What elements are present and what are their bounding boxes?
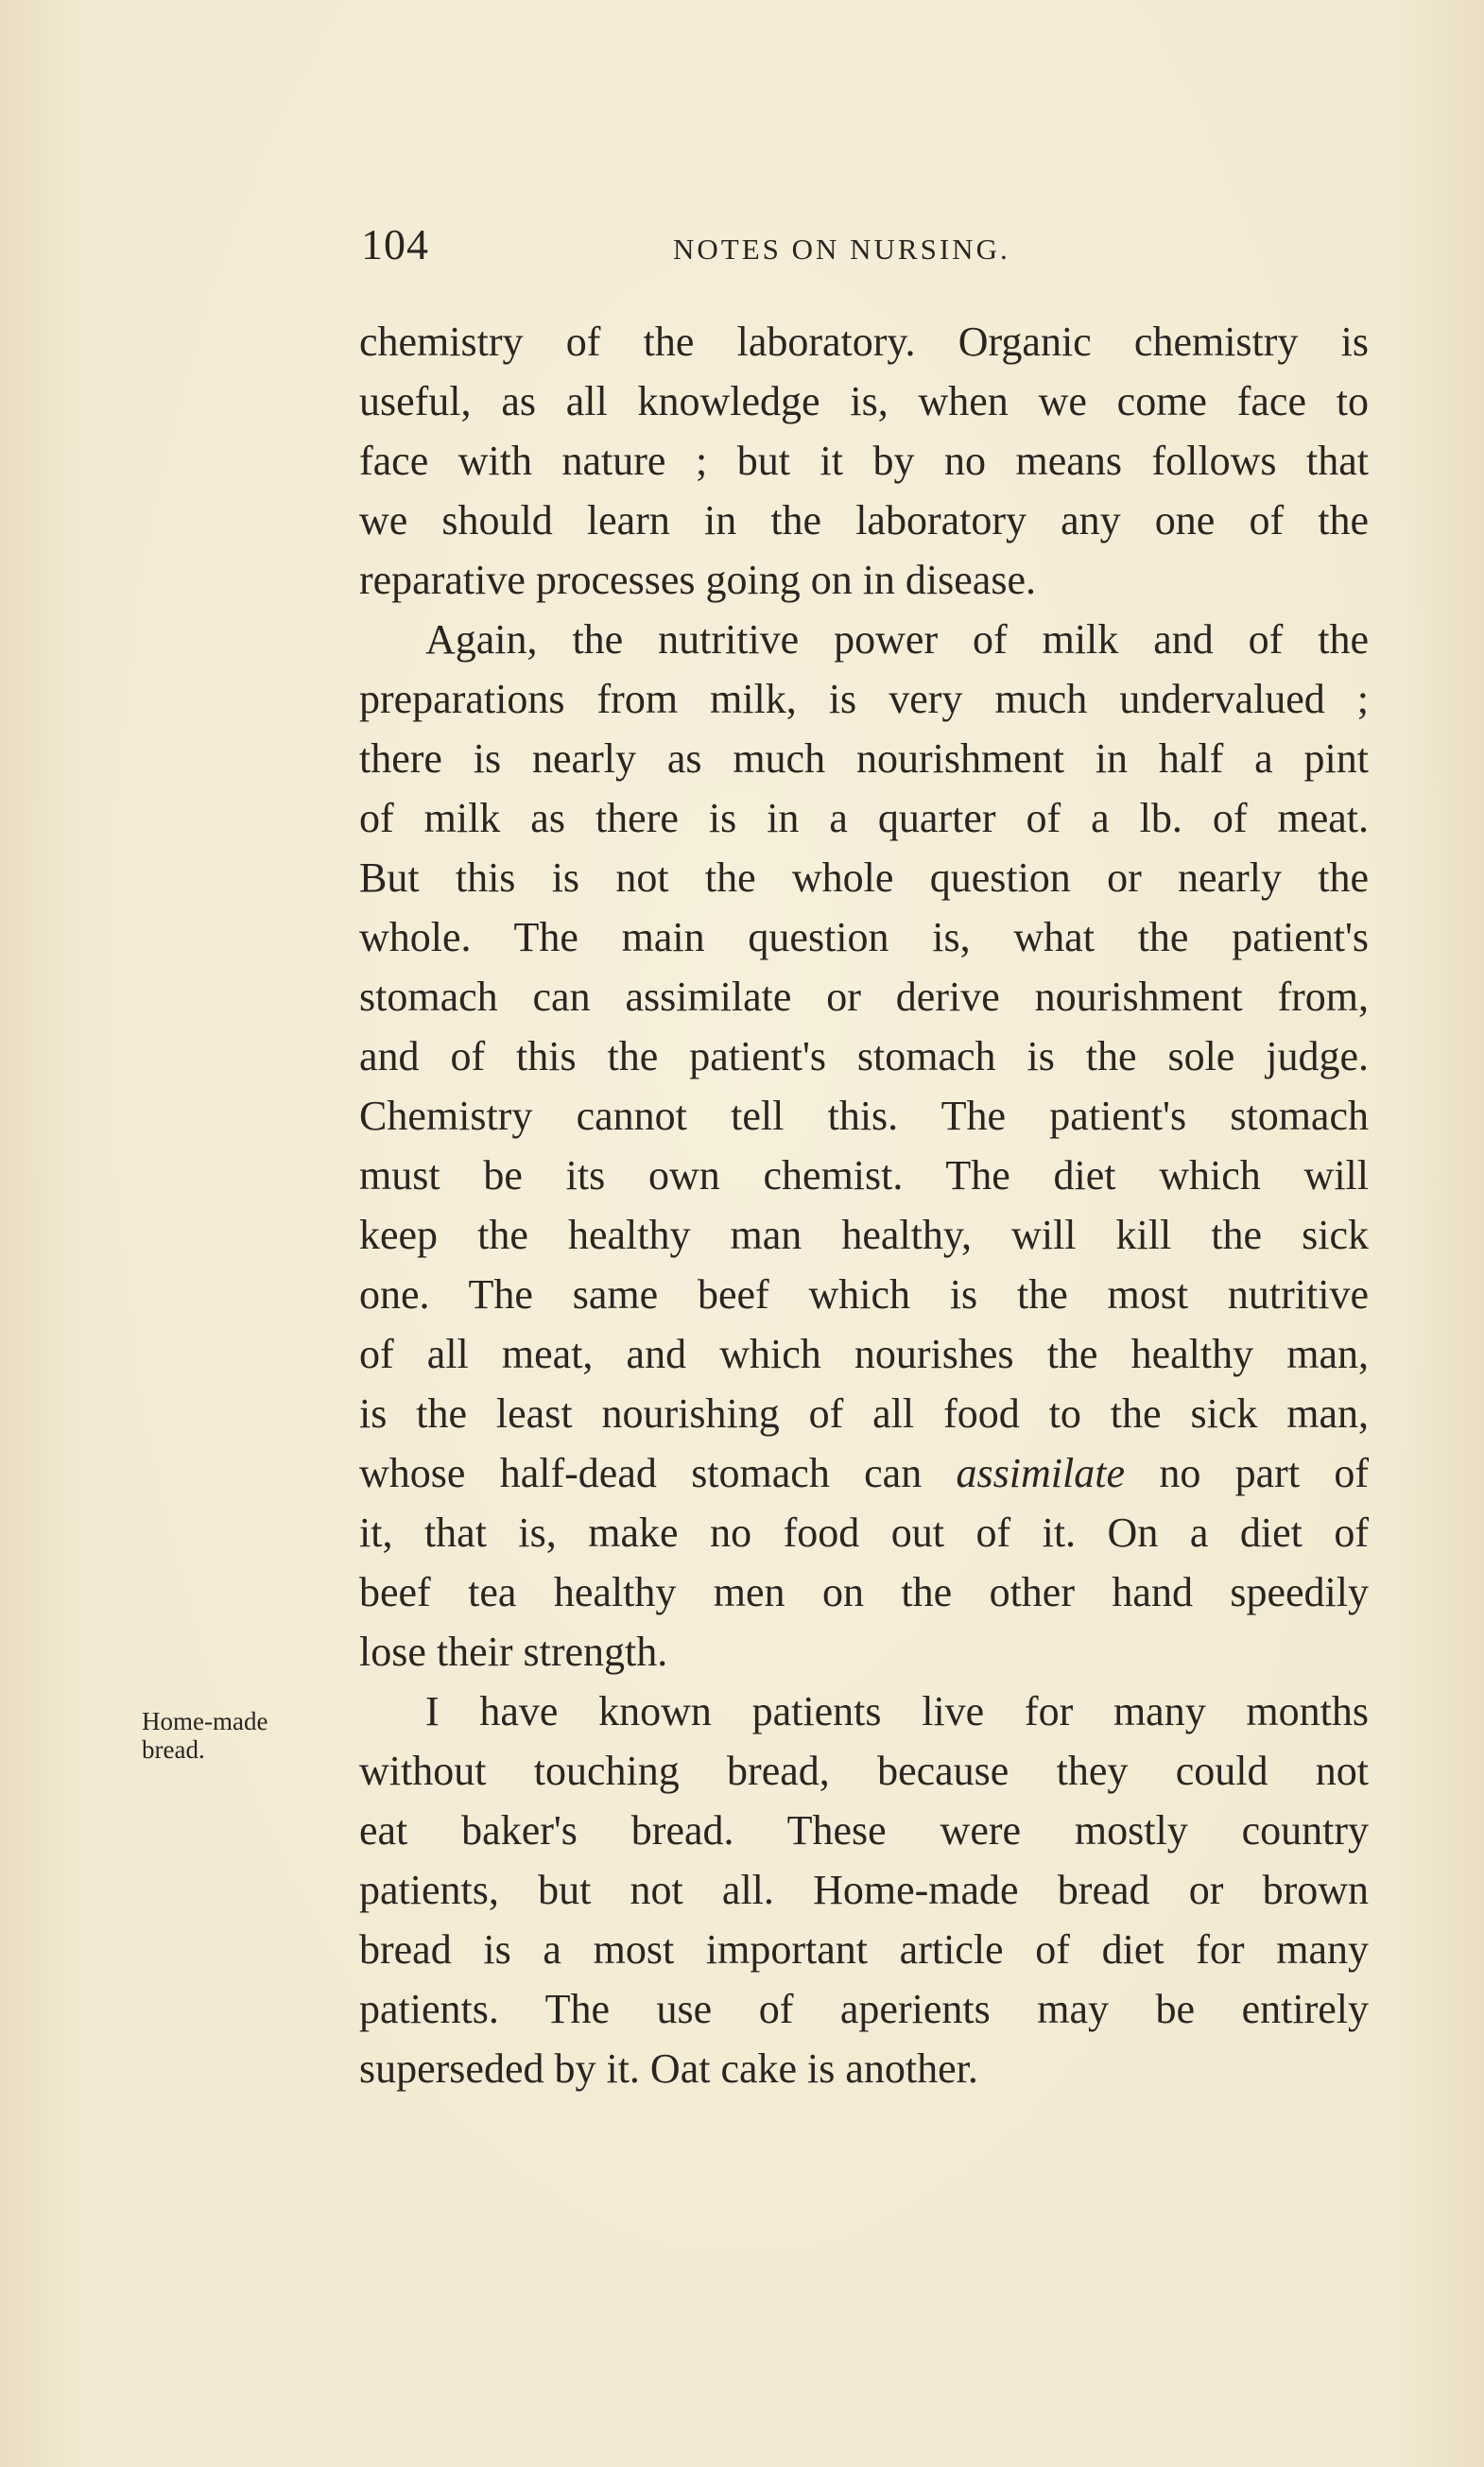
running-title: NOTES ON NURSING. bbox=[673, 233, 1010, 266]
text-fragment: whose half-dead stomach can bbox=[359, 1450, 923, 1496]
text-line: there is nearly as much nourishment in half a pint bbox=[359, 735, 1369, 782]
text-line: stomach can assimilate or derive nourishment from, bbox=[359, 974, 1369, 1020]
text-line: patients, but not all. Home-made bread or brown bbox=[359, 1867, 1369, 1913]
text-line: eat baker's bread. These were mostly country bbox=[359, 1807, 1369, 1854]
text-line: it, that is, make no food out of it. On a diet of bbox=[359, 1510, 1369, 1556]
margin-note bbox=[142, 1707, 267, 1764]
body-text bbox=[359, 312, 1369, 2098]
italic-word: assimilate bbox=[956, 1450, 1125, 1496]
text-line: whole. The main question is, what the patient's bbox=[359, 914, 1369, 960]
text-line: must be its own chemist. The diet which will bbox=[359, 1152, 1369, 1199]
text-line: is the least nourishing of all food to the sick man, bbox=[359, 1390, 1369, 1437]
margin-note-line: bread. bbox=[142, 1735, 205, 1764]
text-line: chemistry of the laboratory. Organic chemistry is bbox=[359, 319, 1369, 365]
margin-note-line: Home-made bbox=[142, 1707, 268, 1735]
text-line: bread is a most important article of diet for many bbox=[359, 1926, 1369, 1973]
text-line: preparations from milk, is very much undervalued ; bbox=[359, 676, 1369, 722]
text-line: Chemistry cannot tell this. The patient's stomach bbox=[359, 1093, 1369, 1139]
text-line-with-italic bbox=[359, 1443, 1369, 1503]
text-line: But this is not the whole question or nearly the bbox=[359, 854, 1369, 901]
text-line: useful, as all knowledge is, when we come face to bbox=[359, 378, 1369, 424]
text-line: of all meat, and which nourishes the healthy man, bbox=[359, 1331, 1369, 1377]
text-line: we should learn in the laboratory any one of the bbox=[359, 497, 1369, 543]
page-number: 104 bbox=[361, 220, 429, 268]
text-line: superseded by it. Oat cake is another. bbox=[359, 2045, 978, 2092]
text-line: reparative processes going on in disease. bbox=[359, 557, 1036, 603]
running-head bbox=[361, 219, 1363, 276]
text-line: beef tea healthy men on the other hand speedily bbox=[359, 1569, 1369, 1615]
text-line: and of this the patient's stomach is the sole judge. bbox=[359, 1033, 1369, 1079]
text-line: I have known patients live for many months bbox=[425, 1688, 1369, 1734]
text-line: Again, the nutritive power of milk and of the bbox=[425, 616, 1369, 663]
text-line: face with nature ; but it by no means follows that bbox=[359, 438, 1369, 484]
text-line: keep the healthy man healthy, will kill the sick bbox=[359, 1212, 1369, 1258]
text-line: one. The same beef which is the most nutritive bbox=[359, 1271, 1369, 1318]
text-line: lose their strength. bbox=[359, 1629, 668, 1675]
text-line: patients. The use of aperients may be entirely bbox=[359, 1986, 1369, 2032]
text-line: without touching bread, because they could not bbox=[359, 1748, 1369, 1794]
text-line: of milk as there is in a quarter of a lb. of meat. bbox=[359, 795, 1369, 841]
text-fragment: no part of bbox=[1159, 1450, 1370, 1496]
